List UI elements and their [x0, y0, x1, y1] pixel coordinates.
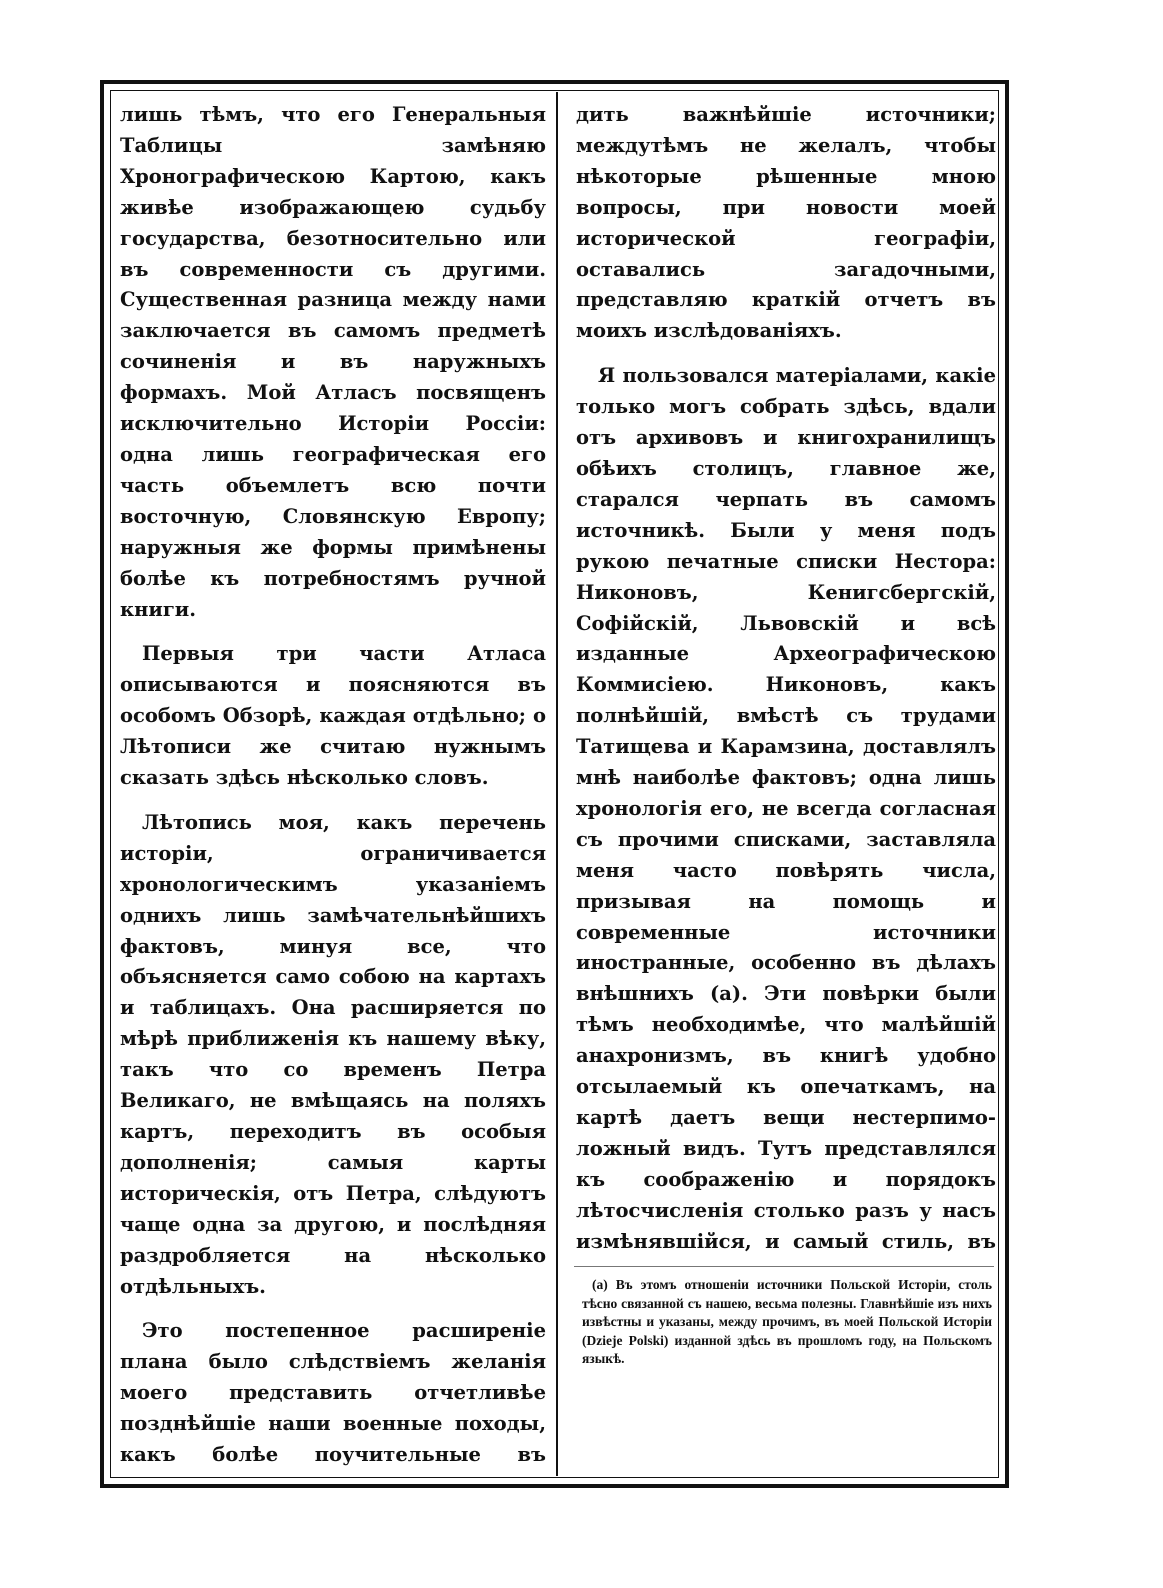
paragraph: Это постепенное расширеніе плана было слѣдствіемъ желанія моего представить отчетливѣе позднѣйшіе наши военные походы, какъ болѣе поучительные въ	[120, 1319, 546, 1467]
paragraph: Лѣтопись моя, какъ перечень исторіи, ограничивается хронологическимъ указаніемъ однихъ лишь замѣчательнѣйшихъ фактовъ, минуя все, что объясняется само собою на картахъ и таблицахъ. Она расширяется по мѣрѣ приближенія къ нашему вѣку, такъ что со временъ Петра Великаго, не вмѣщаясь на поляхъ картъ, переходитъ въ особыя дополненія; самыя карты историческія, отъ Петра, слѣдуютъ чаще одна за другою, и послѣдняя раздробляется на нѣсколько отдѣльныхъ.	[120, 810, 546, 1298]
footnote-rule	[574, 1266, 994, 1267]
column-divider	[556, 92, 558, 1476]
paragraph: дить важнѣйшіе источники; междутѣмъ не желалъ, чтобы нѣкоторые рѣшенные мною вопросы, при новости моей исторической географіи, оставались загадочными, представляю краткій отчетъ въ моихъ изслѣдованіяхъ.	[576, 103, 996, 343]
paragraph: Я пользовался матеріалами, какіе только могъ собрать здѣсь, вдали отъ архивовъ и книгохранилищъ обѣихъ столицъ, главное же, старался черпать въ самомъ источникѣ. Были у меня подъ рукою печатные списки Нестора: Никоновъ, Кенигсбергскій, Софійскій, Львовскій и всѣ изданные Археографическою Коммисіею. Никоновъ, какъ полнѣйшій, вмѣстѣ съ трудами Татищева и Карамзина, доставлялъ мнѣ наиболѣе фактовъ; одна лишь хронологія его, не всегда согласная съ прочими списками, заставляла меня часто повѣрять числа, призывая на помощь и современные источники иностранные, особенно въ дѣлахъ внѣшнихъ (а). Эти повѣрки были тѣмъ необходимѣе, что малѣйшій анахронизмъ, въ книгѣ удобно отсылаемый къ опечаткамъ, на картѣ даетъ вещи нестерпимо-ложный видъ. Тутъ представлялся къ соображенію и порядокъ лѣтосчисленія столько разъ у насъ измѣнявшійся, и самый стиль, въ	[576, 364, 996, 1253]
footnote: (а) Въ этомъ отношеніи источники Польской Исторіи, столь тѣсно связанной съ нашею, весьма полезны. Главнѣйшіе изъ нихъ извѣстны и указаны, между прочимъ, въ моей Польской Исторіи (Dzieje Polski) изданной здѣсь въ прошломъ году, на Польскомъ языкѣ.	[582, 1277, 992, 1366]
paragraph: Первыя три части Атласа описываются и поясняются въ особомъ Обзорѣ, каждая отдѣльно; о Лѣтописи же считаю нужнымъ сказать здѣсь нѣсколько словъ.	[120, 642, 546, 790]
right-column	[576, 100, 996, 1256]
left-column	[120, 100, 546, 1474]
paragraph: лишь тѣмъ, что его Генеральныя Таблицы замѣняю Хронографическою Картою, какъ живѣе изображающею судьбу государства, безотносительно или въ современности съ другими. Существенная разница между нами заключается въ самомъ предметѣ сочиненія и въ наружныхъ формахъ. Мой Атласъ посвященъ исключительно Исторіи Россіи: одна лишь географическая его часть объемлетъ всю почти восточную, Словянскую Европу; наружныя же формы примѣнены болѣе къ потребностямъ ручной книги.	[120, 103, 546, 621]
